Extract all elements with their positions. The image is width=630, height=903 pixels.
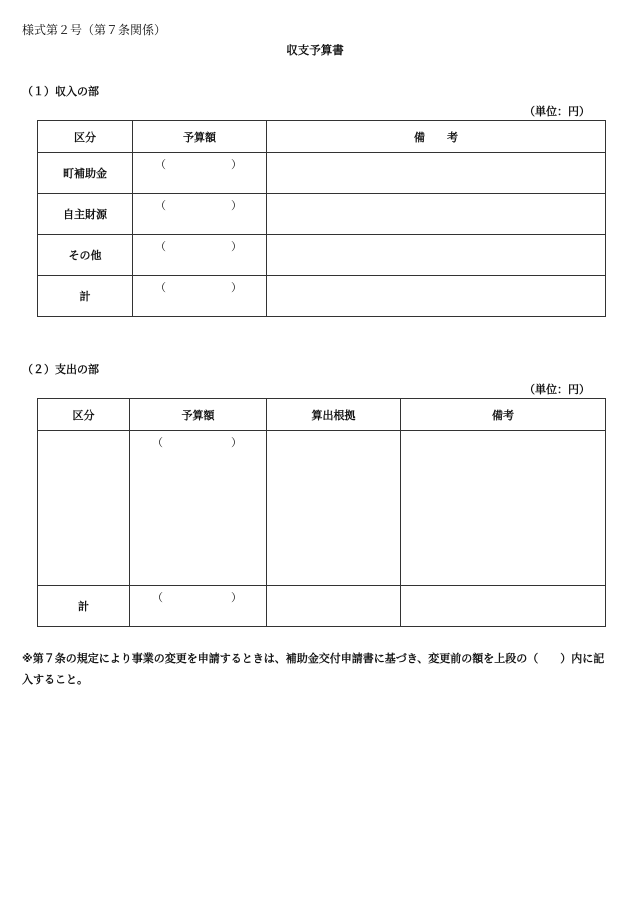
paren-open: （ (155, 158, 166, 171)
income-category-cell: その他 (38, 235, 133, 276)
income-header-remarks: 備 考 (267, 121, 606, 153)
expense-header-row (38, 399, 606, 431)
income-remarks-cell[interactable] (267, 194, 606, 235)
income-header-row (38, 121, 606, 153)
paren-close: ） (231, 591, 242, 604)
income-header-budget: 予算額 (133, 121, 267, 153)
income-remarks-cell[interactable] (267, 235, 606, 276)
expense-basis-cell[interactable] (267, 431, 401, 586)
paren-close: ） (231, 199, 242, 212)
income-unit-label: （単位：円） (524, 105, 590, 118)
expense-unit-label: （単位：円） (524, 383, 590, 396)
expense-header-budget: 予算額 (130, 399, 267, 431)
expense-basis-cell[interactable] (267, 586, 401, 627)
income-budget-cell[interactable] (133, 235, 267, 276)
expense-budget-cell[interactable] (130, 431, 267, 586)
paren-close: ） (231, 158, 242, 171)
income-row-own-funds (38, 194, 606, 235)
form-number-label: 様式第２号（第７条関係） (22, 23, 167, 37)
document-title: 収支予算書 (286, 43, 344, 57)
paren-open: （ (155, 281, 166, 294)
income-budget-cell[interactable] (133, 276, 267, 317)
income-row-total (38, 276, 606, 317)
paren-open: （ (155, 199, 166, 212)
expense-section-heading: （２）支出の部 (22, 363, 99, 376)
income-remarks-cell[interactable] (267, 153, 606, 194)
footnote: ※第７条の規定により事業の変更を申請するときは、補助金交付申請書に基づき、変更前の額を上段の（ ）内に記入すること。 (22, 652, 605, 686)
income-section-heading: （１）収入の部 (22, 85, 99, 98)
expense-remarks-cell[interactable] (401, 431, 606, 586)
income-row-other (38, 235, 606, 276)
expense-budget-cell[interactable] (130, 586, 267, 627)
income-budget-cell[interactable] (133, 153, 267, 194)
expense-category-cell[interactable] (38, 431, 130, 586)
paren-close: ） (231, 281, 242, 294)
expense-header-remarks: 備考 (401, 399, 606, 431)
income-header-category: 区分 (38, 121, 133, 153)
income-category-cell: 計 (38, 276, 133, 317)
income-category-cell: 町補助金 (38, 153, 133, 194)
income-remarks-cell[interactable] (267, 276, 606, 317)
expense-header-basis: 算出根拠 (267, 399, 401, 431)
income-category-cell: 自主財源 (38, 194, 133, 235)
paren-close: ） (231, 436, 242, 449)
expense-category-cell: 計 (38, 586, 130, 627)
income-row-town-subsidy (38, 153, 606, 194)
expense-row-total (38, 586, 606, 627)
income-budget-cell[interactable] (133, 194, 267, 235)
expense-table (37, 398, 606, 627)
income-table (37, 120, 606, 317)
paren-open: （ (152, 591, 163, 604)
expense-row-items (38, 431, 606, 586)
paren-open: （ (152, 436, 163, 449)
paren-open: （ (155, 240, 166, 253)
expense-remarks-cell[interactable] (401, 586, 606, 627)
expense-header-category: 区分 (38, 399, 130, 431)
paren-close: ） (231, 240, 242, 253)
